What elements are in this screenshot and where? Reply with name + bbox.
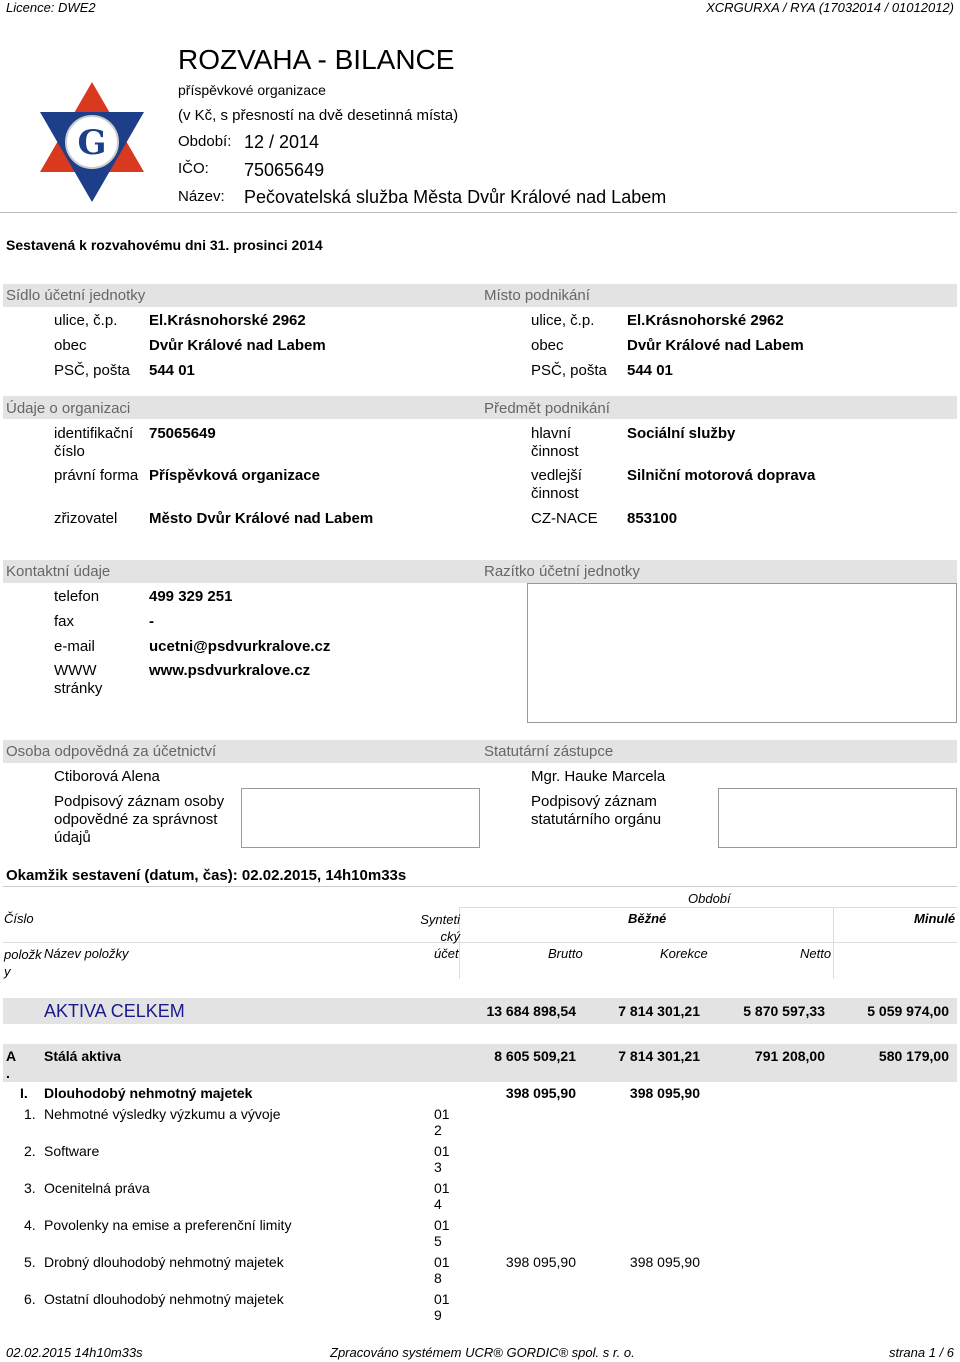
responsible-signature-box [241, 788, 480, 848]
main-activity-value: Sociální služby [627, 425, 736, 442]
account-header: účet [434, 946, 459, 961]
place-street-label: ulice, č.p. [531, 312, 595, 329]
org-id-label: identifikační číslo [54, 425, 134, 460]
section-a-netto: 791 208,00 [754, 1048, 825, 1064]
table-header [3, 886, 957, 978]
row-number: 5. [24, 1254, 36, 1270]
row-number: 6. [24, 1291, 36, 1307]
row-account-part1: 01 [434, 1106, 450, 1122]
seat-street-value: El.Krásnohorské 2962 [149, 312, 306, 329]
footer-system: Zpracováno systémem UCR® GORDIC® spol. s r. o. [330, 1345, 635, 1360]
footer-page: strana 1 / 6 [888, 1345, 954, 1360]
ico-label: IČO: [178, 160, 209, 177]
currency-note: (v Kč, s přesností na dvě desetinná místa) [178, 107, 459, 124]
row-account-part2: 2 [434, 1122, 442, 1138]
www-label: WWW stránky [54, 662, 103, 697]
document-code: XCRGURXA / RYA (17032014 / 01012012) [706, 0, 954, 15]
licence-text: Licence: DWE2 [6, 0, 96, 15]
place-street-value: El.Krásnohorské 2962 [627, 312, 784, 329]
contact-section-bar [3, 560, 957, 583]
row-account-part1: 01 [434, 1291, 450, 1307]
row-number: 3. [24, 1180, 36, 1196]
item-name-header: Název položky [44, 946, 129, 961]
seat-title: Sídlo účetní jednotky [6, 287, 146, 304]
row-label: Nehmotné výsledky výzkumu a vývoje [44, 1106, 281, 1122]
responsible-title: Osoba odpovědná za účetnictví [6, 743, 217, 760]
page-subtitle: příspěvkové organizace [178, 82, 326, 98]
place-zip-value: 544 01 [627, 362, 673, 379]
row-label: Software [44, 1143, 100, 1159]
section-a-correction: 7 814 301,21 [618, 1048, 700, 1064]
ico-value: 75065649 [244, 160, 325, 180]
row-account-part2: 8 [434, 1270, 442, 1286]
statutory-signature-box [718, 788, 957, 848]
page-title: ROZVAHA - BILANCE [178, 44, 455, 75]
statutory-title: Statutární zástupce [484, 743, 614, 760]
total-brutto: 13 684 898,54 [486, 1003, 576, 1019]
secondary-activity-value: Silniční motorová doprava [627, 467, 816, 484]
org-form-label: právní forma [54, 467, 139, 484]
row-number: 4. [24, 1217, 36, 1233]
section-a1-brutto: 398 095,90 [505, 1085, 576, 1101]
row-label: Drobný dlouhodobý nehmotný majetek [44, 1254, 284, 1270]
org-id-value: 75065649 [149, 425, 216, 442]
org-form-value: Příspěvková organizace [149, 467, 320, 484]
seat-city-value: Dvůr Králové nad Labem [149, 337, 326, 354]
phone-value: 499 329 251 [149, 588, 233, 605]
email-label: e-mail [54, 638, 95, 655]
email-value: ucetni@psdvurkralove.cz [149, 638, 331, 655]
compiled-line: Sestavená k rozvahovému dni 31. prosinci 2014 [6, 237, 323, 253]
place-city-label: obec [531, 337, 564, 354]
row-account-part2: 5 [434, 1233, 442, 1249]
section-a-label: Stálá aktiva [44, 1048, 122, 1064]
total-netto: 5 870 597,33 [743, 1003, 825, 1019]
logo-letter: G [77, 123, 107, 163]
section-a-brutto: 8 605 509,21 [494, 1048, 576, 1064]
row-label: Povolenky na emise a preferenční limity [44, 1217, 292, 1233]
statutory-signature-label: Podpisový záznam statutárního orgánu [531, 793, 662, 828]
place-zip-label: PSČ, pošta [531, 362, 607, 379]
statutory-name: Mgr. Hauke Marcela [531, 768, 666, 785]
place-city-value: Dvůr Králové nad Labem [627, 337, 804, 354]
section-a1-correction: 398 095,90 [629, 1085, 700, 1101]
total-correction: 7 814 301,21 [618, 1003, 700, 1019]
total-label: AKTIVA CELKEM [44, 1001, 185, 1021]
org-founder-label: zřizovatel [54, 510, 118, 527]
correction-header: Korekce [660, 946, 708, 961]
row-account-part2: 4 [434, 1196, 442, 1212]
main-activity-label: hlavní činnost [531, 425, 579, 460]
header-divider [0, 212, 957, 213]
item-number-header: položk y [4, 947, 42, 979]
www-value: www.psdvurkralove.cz [149, 662, 311, 679]
row-account-part1: 01 [434, 1217, 450, 1233]
row-correction: 398 095,90 [629, 1254, 700, 1270]
row-number: 2. [24, 1143, 36, 1159]
org-founder-value: Město Dvůr Králové nad Labem [149, 510, 374, 527]
row-label: Ostatní dlouhodobý nehmotný majetek [44, 1291, 284, 1307]
total-previous: 5 059 974,00 [867, 1003, 949, 1019]
responsible-name: Ctiborová Alena [54, 768, 160, 785]
secondary-activity-label: vedlejší činnost [531, 467, 582, 502]
section-a1-code: I. [20, 1085, 28, 1101]
section-a1-label: Dlouhodobý nehmotný majetek [44, 1085, 253, 1101]
organization-name: Pečovatelská služba Města Dvůr Králové nad Labem [244, 187, 667, 207]
fax-value: - [149, 613, 154, 630]
seat-zip-label: PSČ, pošta [54, 362, 130, 379]
previous-period-header: Minulé [914, 911, 956, 926]
row-account-part2: 3 [434, 1159, 442, 1175]
organization-logo [32, 80, 152, 205]
row-account-part2: 9 [434, 1307, 442, 1323]
row-label: Ocenitelná práva [44, 1180, 150, 1196]
row-account-part1: 01 [434, 1180, 450, 1196]
row-account-part1: 01 [434, 1254, 450, 1270]
stamp-title: Razítko účetní jednotky [484, 563, 640, 580]
organization-section-bar [3, 396, 957, 419]
synthetic-account-header: Synteti cký [420, 912, 460, 944]
business-subject-title: Předmět podnikání [484, 400, 610, 417]
phone-label: telefon [54, 588, 100, 605]
period-label: Období: [178, 133, 232, 150]
nace-value: 853100 [627, 510, 678, 527]
name-label: Název: [178, 188, 225, 205]
seat-zip-value: 544 01 [149, 362, 195, 379]
period-header: Období [688, 891, 731, 906]
stamp-box [527, 583, 957, 723]
brutto-header: Brutto [548, 946, 583, 961]
footer-date: 02.02.2015 14h10m33s [6, 1345, 143, 1360]
contact-title: Kontaktní údaje [6, 563, 111, 580]
fax-label: fax [54, 613, 75, 630]
row-brutto: 398 095,90 [505, 1254, 576, 1270]
row-account-part1: 01 [434, 1143, 450, 1159]
business-place-title: Místo podnikání [484, 287, 590, 304]
seat-street-label: ulice, č.p. [54, 312, 118, 329]
row-number: 1. [24, 1106, 36, 1122]
section-a-code: A . [6, 1048, 16, 1081]
section-a-previous: 580 179,00 [878, 1048, 949, 1064]
organization-title: Údaje o organizaci [6, 400, 131, 417]
current-period-header: Běžné [628, 911, 667, 926]
period-value: 12 / 2014 [244, 132, 320, 152]
netto-header: Netto [800, 946, 832, 961]
nace-label: CZ-NACE [531, 510, 598, 527]
responsible-signature-label: Podpisový záznam osoby odpovědné za správnost údajů [54, 793, 225, 846]
number-header: Číslo [4, 911, 34, 926]
address-section-bar [3, 284, 957, 307]
moment-line: Okamžik sestavení (datum, čas): 02.02.2015, 14h10m33s [6, 867, 407, 884]
seat-city-label: obec [54, 337, 87, 354]
